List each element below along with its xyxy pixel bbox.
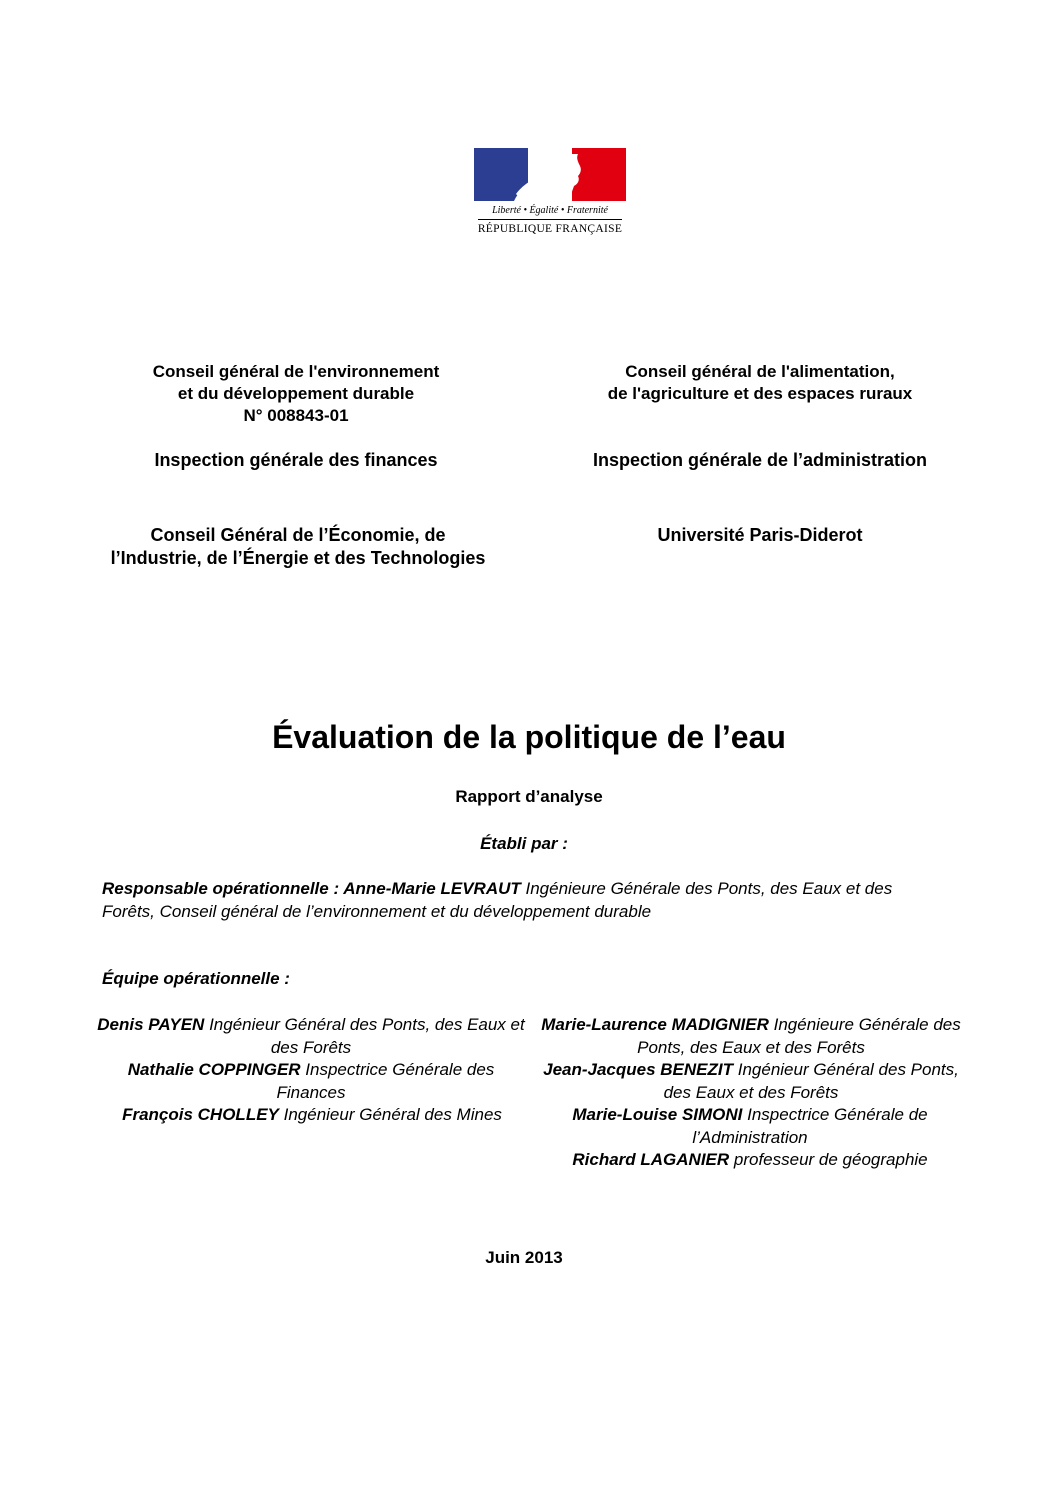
member-role: Inspectrice Générale des Finances xyxy=(276,1060,495,1102)
team-member xyxy=(96,1059,526,1104)
institution-cgaaer-line1: Conseil général de l'alimentation, xyxy=(625,362,895,381)
logo-republique-francaise: RÉPUBLIQUE FRANÇAISE xyxy=(477,223,623,235)
member-role: professeur de géographie xyxy=(729,1150,928,1169)
document-title: Évaluation de la politique de l’eau xyxy=(272,719,786,755)
member-name: Marie-Laurence MADIGNIER xyxy=(541,1015,769,1034)
document-date: Juin 2013 xyxy=(485,1248,563,1267)
member-name: François CHOLLEY xyxy=(122,1105,279,1124)
member-name: Marie-Louise SIMONI xyxy=(572,1105,743,1124)
team-member xyxy=(536,1014,966,1059)
institution-iga: Inspection générale de l’administration xyxy=(592,450,928,470)
institution-igf: Inspection générale des finances xyxy=(154,450,438,470)
institution-cgeiet-line1: Conseil Général de l’Économie, de xyxy=(150,525,446,545)
member-name: Denis PAYEN xyxy=(97,1015,205,1034)
member-role: Ingénieure Générale des Ponts, des Eaux et des Forêts xyxy=(637,1015,961,1057)
institution-cgedd-line2: et du développement durable xyxy=(177,384,415,403)
institution-cgedd xyxy=(96,361,496,427)
team-member xyxy=(530,1104,970,1149)
institution-cgedd-line1: Conseil général de l'environnement xyxy=(152,362,440,381)
document-subtitle: Rapport d’analyse xyxy=(455,787,603,806)
institution-cgeiet xyxy=(60,524,536,570)
logo-motto: Liberté • Égalité • Fraternité xyxy=(492,205,608,216)
member-name: Nathalie COPPINGER xyxy=(127,1060,301,1079)
institution-university: Université Paris-Diderot xyxy=(657,525,863,545)
institution-cgaaer xyxy=(560,361,960,405)
logo-rule xyxy=(478,219,622,220)
member-name: Richard LAGANIER xyxy=(572,1150,730,1169)
member-role: Ingénieur Général des Ponts, des Eaux et des Forêts xyxy=(663,1060,959,1102)
institution-cgedd-number: N° 008843-01 xyxy=(243,406,349,425)
established-by: Établi par : xyxy=(480,834,568,853)
team-label: Équipe opérationnelle : xyxy=(102,969,290,988)
republique-francaise-logo xyxy=(472,148,628,240)
member-role: Ingénieur Général des Mines xyxy=(278,1105,502,1124)
team-member xyxy=(82,1104,542,1127)
responsable-label: Responsable opérationnelle : Anne-Marie LEVRAUT xyxy=(102,879,521,898)
institution-cgaaer-line2: de l'agriculture et des espaces ruraux xyxy=(607,384,913,403)
member-role: Ingénieur Général des Ponts, des Eaux et des Forêts xyxy=(204,1015,525,1057)
team-member xyxy=(520,1149,980,1172)
member-role: Inspectrice Générale de l’Administration xyxy=(692,1105,928,1147)
marianne-flag-icon xyxy=(474,148,626,201)
member-name: Jean-Jacques BENEZIT xyxy=(543,1060,734,1079)
responsable-paragraph xyxy=(102,877,942,923)
institution-cgeiet-line2: l’Industrie, de l’Énergie et des Technologies xyxy=(110,548,486,568)
team-member xyxy=(528,1059,974,1104)
team-member xyxy=(96,1014,526,1059)
responsable-text: Ingénieure Générale des Ponts, des Eaux et des Forêts, Conseil général de l’environnement et du développement durable xyxy=(102,879,893,921)
